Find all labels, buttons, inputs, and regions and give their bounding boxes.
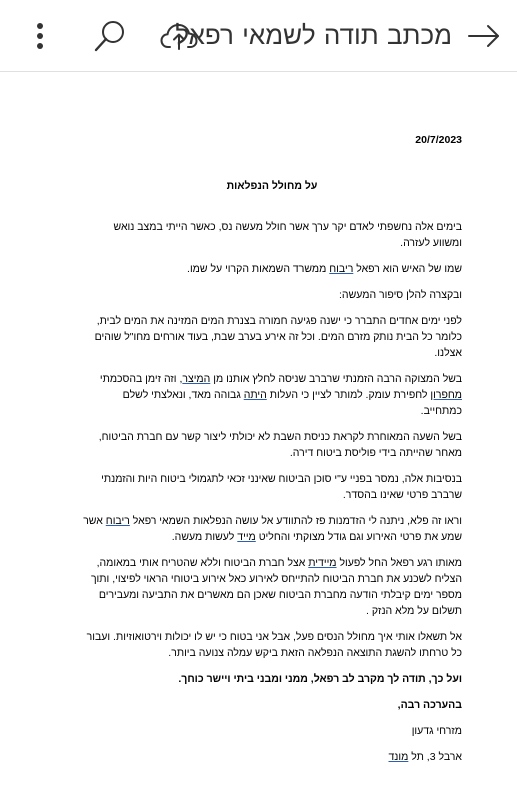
paragraph-4: לפני ימים אחדים התברר כי ישנה פגיעה חמורה בצנרת המים המזינה את המים לבית, כלומר כל הבית נותק מזרם המים. וכל זה אירע בערב שבת, בעוד אורחים מחו"ל שוהים אצלנו. — [94, 315, 462, 359]
more-options-button[interactable] — [22, 16, 58, 56]
document-page — [82, 72, 462, 800]
regards-line: בהערכה רבה, — [397, 699, 462, 711]
letter-body — [82, 219, 462, 775]
document-title: מכתב תודה לשמאי רפאל — [175, 21, 452, 51]
arrow-right-icon — [467, 24, 501, 48]
toolbar — [0, 0, 517, 72]
paragraph-2: שמו של האיש הוא רפאל ריבוח ממשרד השמאות הקרוי על שמו. — [187, 263, 462, 275]
closing-line: ועל כך, תודה לך מקרב לב רפאל, ממני ומבני ביתי ויישר כוחך. — [178, 673, 462, 685]
paragraph-8: וראו זה פלא, ניתנה לי הזדמנות פז להתוודע אל עושה הנפלאות השמאי רפאל ריבוח אשר שמע את פרטי האירוע וגם גודל מצוקתי והחליט מייד לעשות מעשה. — [83, 515, 462, 543]
signer-address: ארבל 3, תל מונד — [388, 751, 462, 763]
paragraph-7: בנסיבות אלה, נמסר בפניי ע"י סוכן הביטוח שאינני זכאי לתגמולי ביטוח היות והזמנתי שרברב פרטי שאינו בהסדר. — [101, 473, 462, 501]
search-icon — [93, 19, 127, 53]
search-button[interactable] — [88, 14, 132, 58]
paragraph-5: בשל המצוקה הרבה הזמנתי שרברב שניסה לחלץ אותנו מן המיצר, וזה זימן בהסכמתי מחפרון לחפירת עומק. למותר לציין כי העלות היתה גבוהה מאד, ונאלצתי לשלם כמתחייב. — [99, 373, 462, 417]
paragraph-1: בימים אלה נחשפתי לאדם יקר ערך אשר חולל מעשה נס, כאשר הייתי במצב נואש ומשווע לעזרה. — [113, 221, 462, 249]
letter-subject: על מחולל הנפלאות — [226, 180, 318, 192]
paragraph-10: אל תשאלו אותי איך מחולל הנסים פעל, אבל אני בטוח כי יש לו יכולות וירטואוזיות. ועבור כל טרחתו להשגת התוצאה הנפלאה הזאת ביקש עמלה צנועה ביותר. — [86, 631, 462, 659]
paragraph-6: בשל השעה המאוחרת לקראת כניסת השבת לא יכולתי ליצור קשר עם חברת הביטוח, מאחר שהייתה בידי פוליסת ביטוח דירה. — [98, 431, 462, 459]
letter-date: 20/7/2023 — [415, 134, 462, 146]
signer-name: מזרחי גדעון — [411, 725, 462, 737]
paragraph-9: מאותו רגע רפאל החל לפעול מיידית אצל חברת הביטוח וללא שהטריח אותי במאומה, הצליח לשכנע את חברת הביטוח להתייחס לאירוע כאל אירוע ביטוחי הראוי לפיצוי, ותוך מספר ימים קיבלתי הודעה מחברת הביטוח שאכן הם מאשרים את התביעה ומעבירים תשלום על מלא הנזק . — [90, 557, 462, 617]
more-vert-icon — [34, 21, 46, 51]
back-button[interactable] — [460, 16, 508, 56]
paragraph-3: ובקצרה להלן סיפור המעשה: — [339, 289, 462, 301]
